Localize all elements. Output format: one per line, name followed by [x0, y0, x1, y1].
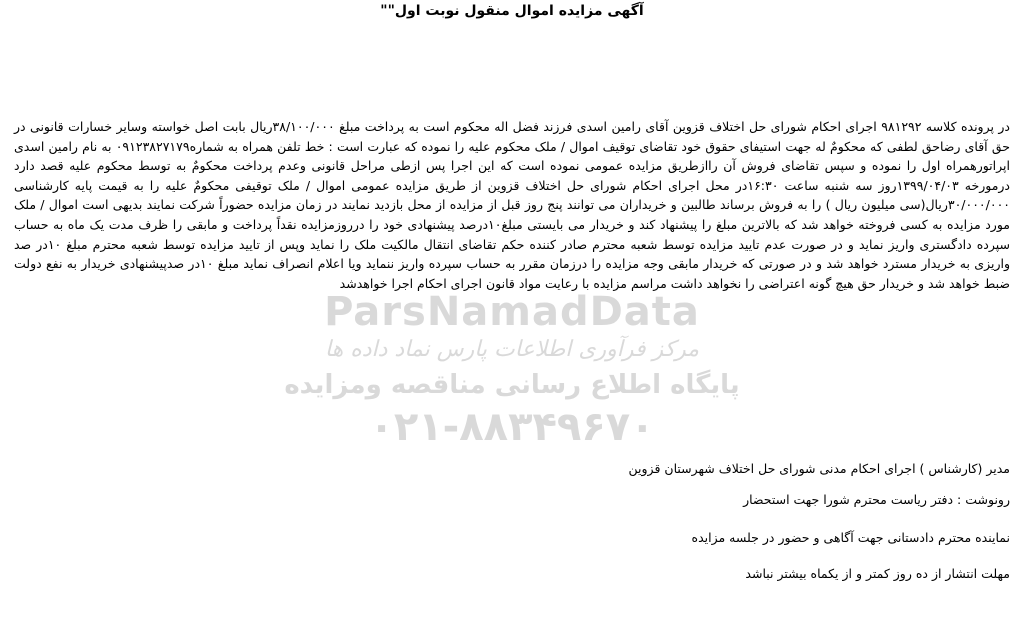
carbon-copy-council: رونوشت : دفتر ریاست محترم شورا جهت استحضار	[743, 492, 1010, 507]
carbon-copy-prosecutor: نماینده محترم دادستانی جهت آگاهی و حضور در جلسه مزایده	[691, 530, 1010, 545]
watermark-line-2: پایگاه اطلاع رسانی مناقصه ومزایده	[284, 370, 740, 400]
signature-line: مدیر (کارشناس ) اجرای احکام مدنی شورای حل اختلاف شهرستان قزوین	[628, 461, 1010, 476]
watermark-brand: ParsNamadData	[324, 289, 700, 335]
watermark	[250, 290, 774, 450]
watermark-phone: ۰۲۱-۸۸۳۴۹۶۷۰	[369, 404, 655, 450]
notice-body: در پرونده کلاسه ۹۸۱۲۹۲ اجرای احکام شورای حل اختلاف قزوین آقای رامین اسدی فرزند فضل اله محکوم است به پرداخت مبلغ ۳۸/۱۰۰/۰۰۰ریال بابت اصل خواسته وسایر خسارات قانونی در حق آقای رضاحق لطفی که محکومٌ له جهت استیفای حقوق خود تقاضای توقیف اموال / ملک محکوم علیه را نموده که عبارت است : خط تلفن همراه به شماره۰۹۱۲۳۸۲۷۱۷۹ به نام رامین اسدی اپراتورهمراه اول را نموده و سپس تقاضای فروش آن راازطریق مزایده عمومی نموده است که این اجرا پس ازطی مراحل قانونی وعدم پرداخت محکومٌ به توسط محکوم علیه قصد دارد درمورخه ۱۳۹۹/۰۴/۰۳روز سه شنبه ساعت ۱۶:۳۰در محل اجرای احکام شورای حل اختلاف قزوین از طریق مزایده عمومی اموال / ملک توقیفی محکومٌ علیه را به قیمت پایه کارشناسی ۳۰/۰۰۰/۰۰۰ریال(سی میلیون ریال ) را به فروش برساند طالبین و خریداران می توانند پنج روز قبل از مزایده از محل بازدید نمایند در زمان مزایده حضوراً شرکت نمایند بدیهی است اموال / ملک مورد مزایده به کسی فروخته خواهد شد که بالاترین مبلغ را پیشنهاد کند و خریدار می بایستی مبلغ۱۰درصد پیشنهادی خود را درروزمزایده نقداً پرداخت و مابقی را ظرف مدت یک ماه به حساب سپرده دادگستری واریز نماید و در صورت عدم تایید مزایده توسط شعبه محترم صادر کننده حکم تقاضای انتقال مالکیت ملک را نماید وپس از تایید مزایده توسط شعبه محترم مبلغ ۱۰در صد واریزی به خریدار مسترد خواهد شد و در صورتی که خریدار مابقی وجه مزایده را درزمان مقرر به حساب سپرده واریز ننماید ویا اعلام انصراف نماید مبلغ ۱۰در صدپیشنهادی خریدار به نفع دولت ضبط خواهد شد و خریدار حق هیچ گونه اعتراضی را نخواهد داشت مراسم مزایده با رعایت مواد قانون اجرای احکام اجرا خواهدشد	[14, 119, 1010, 291]
watermark-line-1: مرکز فرآوری اطلاعات پارس نماد داده ها	[324, 337, 700, 362]
publication-deadline-note: مهلت انتشار از ده روز کمتر و از یکماه بیشتر نباشد	[745, 566, 1010, 581]
notice-title: آگهی مزایده اموال منقول نوبت اول""	[380, 3, 644, 19]
